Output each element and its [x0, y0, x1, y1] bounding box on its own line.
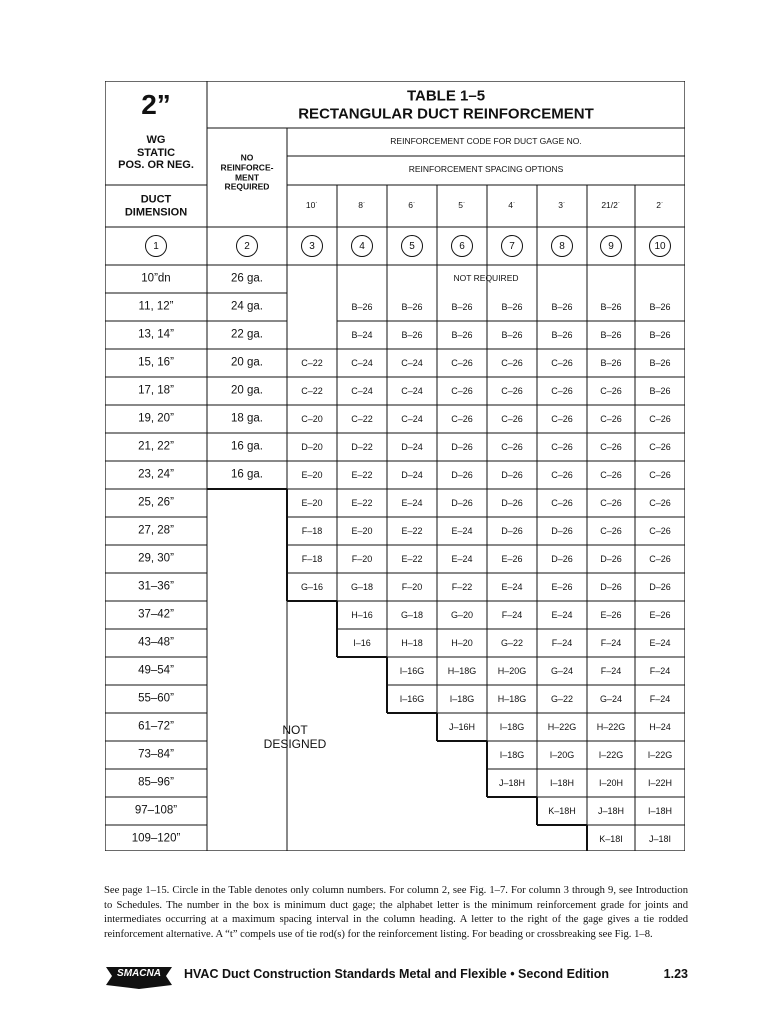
reinforcement-code: F–24 [551, 637, 573, 648]
reinforcement-code-heading: REINFORCEMENT CODE FOR DUCT GAGE NO. [390, 136, 582, 147]
spacing-2: 8˙ [358, 200, 366, 211]
row-dimension: 19, 20” [138, 412, 174, 425]
reinforcement-code: C–26 [600, 441, 622, 452]
reinforcement-code: C–26 [501, 441, 523, 452]
pressure-label: 2” [141, 88, 171, 120]
reinforcement-code: G–16 [300, 581, 324, 592]
row-min-gage: 20 ga. [231, 356, 263, 369]
reinforcement-code: E–22 [401, 553, 423, 564]
reinforcement-code: E–24 [551, 609, 573, 620]
table-title-line2: RECTANGULAR DUCT REINFORCEMENT [298, 105, 594, 123]
reinforcement-code: D–24 [401, 469, 423, 480]
reinforcement-code: F–18 [301, 525, 323, 536]
row-min-gage: 22 ga. [231, 328, 263, 341]
reinforcement-code: E–24 [649, 637, 671, 648]
column-number-circle: 5 [401, 235, 423, 257]
reinforcement-code: E–24 [451, 525, 473, 536]
reinforcement-table [105, 81, 685, 851]
column-number-circle: 2 [236, 235, 258, 257]
reinforcement-code: D–26 [551, 525, 573, 536]
reinforcement-code: H–22G [547, 721, 577, 732]
reinforcement-code: C–26 [551, 357, 573, 368]
reinforcement-code: F–20 [351, 553, 373, 564]
row-dimension: 97–108” [134, 804, 178, 817]
row-dimension: 37–42” [138, 608, 174, 621]
reinforcement-code: B–24 [351, 329, 373, 340]
reinforcement-code: C–26 [451, 385, 473, 396]
reinforcement-code: E–20 [351, 525, 373, 536]
reinforcement-code: J–18H [498, 777, 526, 788]
reinforcement-code: E–20 [301, 469, 323, 480]
reinforcement-code: C–26 [600, 497, 622, 508]
reinforcement-code: D–26 [451, 497, 473, 508]
reinforcement-code: C–26 [501, 385, 523, 396]
reinforcement-code: K–18I [599, 833, 623, 844]
reinforcement-code: G–18 [350, 581, 374, 592]
reinforcement-code: D–20 [301, 441, 323, 452]
page-footer [104, 958, 688, 992]
reinforcement-code: B–26 [551, 301, 573, 312]
reinforcement-code: B–26 [501, 301, 523, 312]
reinforcement-code: D–26 [451, 441, 473, 452]
row-dimension: 55–60” [138, 692, 174, 705]
reinforcement-code: G–20 [450, 609, 474, 620]
reinforcement-code: H–18 [401, 637, 423, 648]
reinforcement-code: J–16H [448, 721, 476, 732]
reinforcement-code: I–18G [499, 721, 525, 732]
not-required-label: NOT REQUIRED [453, 273, 519, 284]
row-dimension: 27, 28” [138, 524, 174, 537]
reinforcement-code: I–16 [353, 637, 371, 648]
reinforcement-code: B–26 [600, 301, 622, 312]
reinforcement-code: G–18 [400, 609, 424, 620]
reinforcement-code: F–22 [451, 581, 473, 592]
spacing-1: 10˙ [305, 200, 319, 211]
reinforcement-code: F–24 [649, 665, 671, 676]
row-dimension: 85–96” [138, 776, 174, 789]
row-dimension: 15, 16” [138, 356, 174, 369]
footnote: See page 1–15. Circle in the Table denotes only column numbers. For column 2, see Fig. 1–7. For column 3 through 9, see Introduction to Schedules. The number in the box is minimum duct gage; the alphabet letter is the minimum reinforcement grade for joints and intermediates occurring at a maximum spacing interval in the column heading. A letter to the right of the gage gives a tie rodded reinforcement alternative. A “t” compels use of tie rod(s) for the reinforcement listing. For beading or crossbreaking see Fig. 1–8. [104, 885, 688, 940]
reinforcement-code: G–22 [550, 693, 574, 704]
column-number-circle: 9 [600, 235, 622, 257]
reinforcement-code: C–26 [451, 357, 473, 368]
reinforcement-code: B–26 [649, 301, 671, 312]
reinforcement-code: C–26 [649, 469, 671, 480]
reinforcement-code: F–24 [600, 637, 622, 648]
logo-text: SMACNA [117, 968, 161, 979]
reinforcement-code: C–24 [351, 385, 373, 396]
spacing-4: 5˙ [458, 200, 466, 211]
reinforcement-code: H–16 [351, 609, 373, 620]
column-number-circle: 8 [551, 235, 573, 257]
reinforcement-code: C–26 [600, 413, 622, 424]
reinforcement-code: D–26 [600, 581, 622, 592]
row-min-gage: 24 ga. [231, 300, 263, 313]
reinforcement-code: H–22G [596, 721, 626, 732]
reinforcement-code: D–26 [451, 469, 473, 480]
reinforcement-code: C–26 [501, 357, 523, 368]
reinforcement-code: F–18 [301, 553, 323, 564]
reinforcement-code: D–26 [551, 553, 573, 564]
row-min-gage: 18 ga. [231, 412, 263, 425]
smacna-logo [104, 962, 174, 990]
reinforcement-code: H–18G [447, 665, 477, 676]
column-number-circle: 6 [451, 235, 473, 257]
reinforcement-code: E–22 [351, 469, 373, 480]
row-dimension: 73–84” [138, 748, 174, 761]
reinforcement-code: C–26 [551, 497, 573, 508]
table-title-line1: TABLE 1–5 [406, 87, 486, 105]
row-dimension: 11, 12” [138, 300, 174, 313]
row-dimension: 49–54” [138, 664, 174, 677]
spacing-3: 6˙ [408, 200, 416, 211]
column-number-circle: 4 [351, 235, 373, 257]
column-number-circle: 10 [649, 235, 671, 257]
reinforcement-code: C–22 [301, 385, 323, 396]
reinforcement-code: E–22 [401, 525, 423, 536]
row-dimension: 17, 18” [138, 384, 174, 397]
reinforcement-code: B–26 [649, 357, 671, 368]
footer-title: HVAC Duct Construction Standards Metal and Flexible • Second Edition [184, 967, 610, 981]
reinforcement-code: H–20 [451, 637, 473, 648]
reinforcement-code: C–26 [551, 385, 573, 396]
page-number: 1.23 [663, 967, 688, 981]
reinforcement-code: C–26 [649, 525, 671, 536]
reinforcement-code: C–24 [401, 385, 423, 396]
reinforcement-code: K–18H [548, 805, 576, 816]
row-dimension: 21, 22” [138, 440, 174, 453]
reinforcement-code: C–26 [649, 497, 671, 508]
reinforcement-code: D–26 [501, 497, 523, 508]
reinforcement-code: C–26 [551, 413, 573, 424]
reinforcement-code: E–24 [501, 581, 523, 592]
reinforcement-code: I–18G [499, 749, 525, 760]
spacing-6: 3˙ [558, 200, 566, 211]
row-dimension: 61–72” [138, 720, 174, 733]
reinforcement-code: B–26 [600, 357, 622, 368]
row-dimension: 109–120” [131, 832, 181, 845]
reinforcement-code: D–26 [501, 469, 523, 480]
reinforcement-code: F–20 [401, 581, 423, 592]
duct-dimension-label: DUCT DIMENSION [124, 193, 188, 218]
reinforcement-code: B–26 [451, 301, 473, 312]
reinforcement-code: D–22 [351, 441, 373, 452]
reinforcement-code: E–26 [649, 609, 671, 620]
reinforcement-code: B–26 [351, 301, 373, 312]
row-dimension: 10”dn [141, 272, 171, 285]
reinforcement-code: D–24 [401, 441, 423, 452]
reinforcement-code: F–24 [649, 693, 671, 704]
reinforcement-code: C–20 [301, 413, 323, 424]
row-min-gage: 16 ga. [231, 440, 263, 453]
column-number-circle: 7 [501, 235, 523, 257]
reinforcement-code: E–26 [551, 581, 573, 592]
row-min-gage: 20 ga. [231, 384, 263, 397]
reinforcement-code: C–22 [301, 357, 323, 368]
row-dimension: 43–48” [138, 636, 174, 649]
spacing-8: 2˙ [656, 200, 664, 211]
reinforcement-code: H–20G [497, 665, 527, 676]
reinforcement-code: D–26 [600, 553, 622, 564]
not-designed-label: NOT DESIGNED [263, 723, 327, 751]
reinforcement-code: C–22 [351, 413, 373, 424]
reinforcement-code: B–26 [649, 385, 671, 396]
row-min-gage: 16 ga. [231, 468, 263, 481]
reinforcement-code: E–24 [401, 497, 423, 508]
reinforcement-code: I–22G [647, 749, 673, 760]
reinforcement-code: D–26 [649, 581, 671, 592]
reinforcement-code: B–26 [551, 329, 573, 340]
reinforcement-code: I–18G [449, 693, 475, 704]
reinforcement-code: I–18H [647, 805, 673, 816]
reinforcement-code: E–24 [451, 553, 473, 564]
row-dimension: 29, 30” [138, 552, 174, 565]
reinforcement-code: C–24 [351, 357, 373, 368]
reinforcement-code: I–20H [598, 777, 624, 788]
reinforcement-code: C–26 [551, 441, 573, 452]
reinforcement-code: E–26 [501, 553, 523, 564]
no-reinforcement-label: NO REINFORCE- MENT REQUIRED [220, 152, 274, 192]
wg-static-label: WG STATIC POS. OR NEG. [118, 134, 194, 172]
reinforcement-code: G–22 [500, 637, 524, 648]
spacing-7: 21/2˙ [601, 200, 621, 211]
reinforcement-code: C–26 [551, 469, 573, 480]
reinforcement-code: C–24 [401, 413, 423, 424]
reinforcement-code: B–26 [501, 329, 523, 340]
reinforcement-code: E–22 [351, 497, 373, 508]
reinforcement-code: B–26 [451, 329, 473, 340]
reinforcement-code: G–24 [550, 665, 574, 676]
reinforcement-code: G–24 [599, 693, 623, 704]
reinforcement-code: I–22H [647, 777, 673, 788]
reinforcement-code: C–26 [649, 413, 671, 424]
reinforcement-code: B–26 [401, 301, 423, 312]
reinforcement-code: C–26 [649, 553, 671, 564]
row-min-gage: 26 ga. [231, 272, 263, 285]
reinforcement-code: B–26 [401, 329, 423, 340]
row-dimension: 25, 26” [138, 496, 174, 509]
reinforcement-code: D–26 [501, 525, 523, 536]
reinforcement-code: H–24 [649, 721, 671, 732]
column-number-circle: 1 [145, 235, 167, 257]
reinforcement-code: C–26 [600, 385, 622, 396]
reinforcement-code: E–26 [600, 609, 622, 620]
reinforcement-code: C–26 [451, 413, 473, 424]
reinforcement-code: C–26 [600, 525, 622, 536]
reinforcement-code: F–24 [501, 609, 523, 620]
reinforcement-code: H–18G [497, 693, 527, 704]
reinforcement-code: I–16G [399, 665, 425, 676]
row-dimension: 13, 14” [138, 328, 174, 341]
reinforcement-code: J–18I [648, 833, 672, 844]
spacing-options-heading: REINFORCEMENT SPACING OPTIONS [408, 164, 564, 175]
reinforcement-code: I–22G [598, 749, 624, 760]
spacing-5: 4˙ [508, 200, 516, 211]
reinforcement-code: B–26 [600, 329, 622, 340]
reinforcement-code: I–16G [399, 693, 425, 704]
row-dimension: 23, 24” [138, 468, 174, 481]
reinforcement-code: E–20 [301, 497, 323, 508]
table-grid [105, 81, 685, 851]
reinforcement-code: C–26 [501, 413, 523, 424]
reinforcement-code: F–24 [600, 665, 622, 676]
reinforcement-code: I–20G [549, 749, 575, 760]
column-number-circle: 3 [301, 235, 323, 257]
reinforcement-code: C–24 [401, 357, 423, 368]
reinforcement-code: C–26 [600, 469, 622, 480]
reinforcement-code: B–26 [649, 329, 671, 340]
reinforcement-code: I–18H [549, 777, 575, 788]
reinforcement-code: J–18H [597, 805, 625, 816]
reinforcement-code: C–26 [649, 441, 671, 452]
row-dimension: 31–36” [138, 580, 174, 593]
